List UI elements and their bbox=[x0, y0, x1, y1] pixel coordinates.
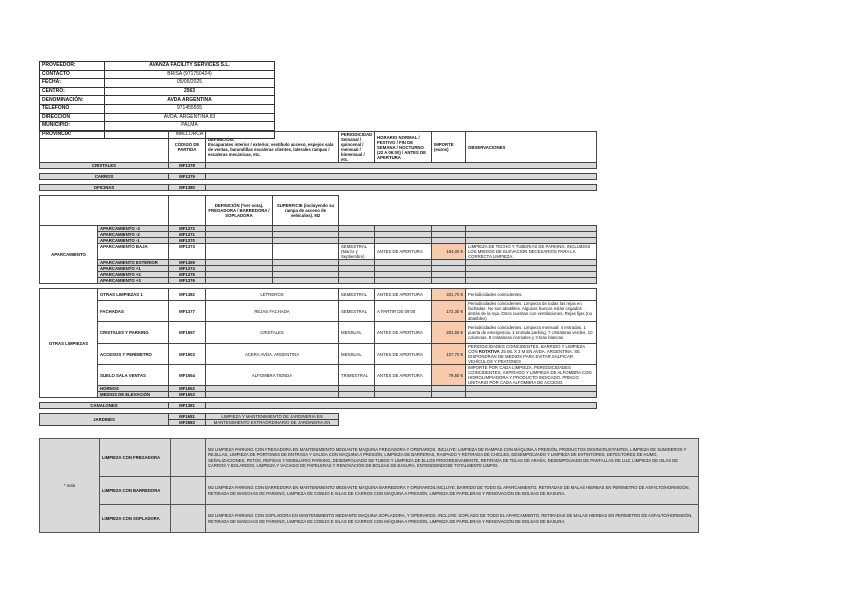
header-horario: HORARIO NORMAL / FESTIVO / FIN DE SEMANA / NOCTURNO (22 A 06:00) / ANTES DE APERTURA bbox=[375, 132, 432, 163]
aparcamiento-code: MF1370 bbox=[169, 238, 206, 244]
aparcamiento-name: APARCAMIENTO EXTERIOR bbox=[98, 260, 169, 266]
otras-name: OTRAS LIMPIEZAS 1 bbox=[98, 289, 169, 301]
otras-def: CRISTALES bbox=[206, 322, 339, 344]
otras-code: MF1652 bbox=[169, 386, 206, 392]
otras-code: MF1903 bbox=[169, 344, 206, 365]
nota-row bbox=[40, 439, 699, 477]
otras-importe: 331,70 € bbox=[432, 289, 466, 301]
otras-horario: ANTES DE APERTURA bbox=[375, 289, 432, 301]
nota-row bbox=[40, 477, 699, 505]
otras-importe: 281,50 € bbox=[432, 322, 466, 344]
nota-text: M2 LIMPIEZA PARKING CON BARREDORA EN MANTENIMIENTO MEDIANTE MAQUINA BARREDORA Y OPERARIOS.INCLUYE: BARRIDO DE TODO EL APARCAMIENTO, RETIRADAS DE MALAS HIERBAS EN PERÍMETRO DE ASFALTO/HORMIGÓN, RETIRADA DE MANCHAS DE PARKING, LIMPIEZA DE COBIJO E ISLAS DE CARROS CON MÁQUINA A PRESIÓN, LIMPIEZA DE PAPELERAS Y RENOVACIÓN DE BOLSAS DE BASURA. bbox=[206, 477, 699, 505]
nota-empty bbox=[171, 439, 206, 477]
info-row bbox=[40, 113, 275, 122]
otras-row bbox=[40, 344, 597, 365]
otras-code: MF1377 bbox=[169, 301, 206, 322]
otras-importe: 172,30 € bbox=[432, 301, 466, 322]
nota-table bbox=[39, 438, 699, 533]
otras-row bbox=[40, 301, 597, 322]
nota-text: M2 LIMPIEZA PARKING CON FREGADORA EN MANTENIMIENTO MEDIANTE MAQUINA FREGADORA Y OPERARIOS. INCLUYE: LIMPIEZA DE RAMPAS CON MÁQUINA A PRESIÓN, PRODUCTOS DESINCRUSTANTES, LIMPIEZA DE SUMIDEROS Y REJILLAS, LIMPIEZA DE PORTONES DE ENTRADA Y SALIDA CON MAQUINA A PRESIÓN, LIMPIEZA DE BARRERAS, RASPADO Y RETIRADA DE CHICLES, DESEMPOLVADO Y LIMPIEZA DE EXTINTORES, DETECTORES DE HUMO, SEÑALIZACIONES, PETOS, REPISAS Y MOBILIARIO PARKING, DESEMPOLVADO DE TUBOS Y LIMPIEZA DE ELLOS PROGRESIVAMENTE, RETIRADA DE TELAS DE ARAÑA, DESEMPOLVADO DE PANTALLAS DE LUZ, LIMPIEZA DE ISLAS DE CARROS Y BOLARDOS, LIMPIEZA Y VACIADO DE PAPELERAS Y RENOVACIÓN DE BOLSAS DE BASURA. ENTENDIENDOSE TOTALMENTE LIMPIO. bbox=[206, 439, 699, 477]
info-row bbox=[40, 62, 275, 71]
otras-code: MF1657 bbox=[169, 322, 206, 344]
jardines-code: MF2683 bbox=[169, 420, 206, 426]
aparcamiento-code: MF1371 bbox=[169, 232, 206, 238]
info-label: TELÉFONO bbox=[40, 104, 105, 113]
otras-horario: ANTES DE APERTURA bbox=[375, 344, 432, 365]
otras-observaciones: IMPORTE POR CADA LIMPIEZA. PERIODICIDADES COINCIDENTES. ASPIRADO Y LIMPIEZA DE ALFOMBRA CON HIDROLIMPIADORA Y PRODUCTO INDICADO. PRECIO UNITARIO POR CADA ALFOMBRA DE ACCESO. bbox=[466, 365, 597, 386]
nota-empty bbox=[171, 477, 206, 505]
info-label: FECHA: bbox=[40, 79, 105, 88]
otras-def: ACERA AVDA. ARGENTINA bbox=[206, 344, 339, 365]
otras-name: MEDIOS DE ELEVACIÓN bbox=[98, 392, 169, 398]
aparcamiento-subheader-row bbox=[40, 196, 597, 226]
aparcamiento-superficie bbox=[273, 244, 339, 260]
info-label: CENTRO: bbox=[40, 87, 105, 96]
section-label: CARROS bbox=[40, 174, 169, 180]
section-code: MF1379 bbox=[169, 174, 206, 180]
otras-importe: 79,50 € bbox=[432, 365, 466, 386]
obs-text: PERIODICIDADES COINCIDENTES. BARRIDO Y LIMPIEZA CON bbox=[468, 344, 585, 354]
info-row bbox=[40, 79, 275, 88]
otras-periodicidad: MENSUAL bbox=[339, 322, 375, 344]
section-code: MF1380 bbox=[169, 185, 206, 191]
otras-periodicidad: MENSUAL bbox=[339, 344, 375, 365]
aparcamiento-code: MF1374 bbox=[169, 266, 206, 272]
obs-bold-text: ROTATIVA bbox=[478, 349, 500, 354]
aparcamiento-name: APARCAMIENTO +1 bbox=[98, 266, 169, 272]
info-value: BRISA (971750424) bbox=[105, 70, 275, 79]
otras-row bbox=[40, 322, 597, 344]
obs-text: 25 ML X 3 M EN AVDA. ARGENTINA. SE DISPONDRÁN DE MEDIOS PARA EVITAR SALPICAR VEHÍCULOS Y PEATONES bbox=[468, 349, 581, 364]
otras-observaciones: Periodicidades coincidentes. Limpieza mensual: 4 entradas, 1 puerta de emergencia, 1 entrada parking, 7 cristaleras verdes, 10 columnas, 8 cristaleras normales y 3 tiras blancas bbox=[466, 322, 597, 344]
aparcamiento-horario: ANTES DE APERTURA bbox=[375, 244, 432, 260]
info-value: AVDA. ARGENTINA 83 bbox=[105, 113, 275, 122]
section-label: OFICINAS bbox=[40, 185, 169, 191]
nota-method: LIMPIEZA CON BARREDORA bbox=[100, 477, 171, 505]
info-value: AVANZA FACILITY SERVICES S.L. bbox=[105, 62, 275, 71]
aparcamiento-name: APARCAMIENTO BAJA bbox=[98, 244, 169, 260]
info-row bbox=[40, 104, 275, 113]
aparcamiento-importe: 184,00 € bbox=[432, 244, 466, 260]
otras-group-label: OTRAS LIMPIEZAS bbox=[40, 289, 98, 398]
services-table bbox=[39, 131, 597, 426]
info-value: 05/05/2025 bbox=[105, 79, 275, 88]
otras-periodicidad: SEMESTRAL bbox=[339, 301, 375, 322]
info-label: PROVINCIA: bbox=[40, 130, 105, 139]
otras-code: MF1382 bbox=[169, 289, 206, 301]
nota-method: LIMPIEZA CON SOPLADORA bbox=[100, 505, 171, 533]
otras-name: FACHADAS bbox=[98, 301, 169, 322]
aparcamiento-name: APARCAMIENTO -3 bbox=[98, 226, 169, 232]
header-periodicidad: PERIODICIDAD Semanal / quincenal / mensual / bimensual / etc. bbox=[339, 132, 375, 163]
info-value: 971455505 bbox=[105, 104, 275, 113]
aparcamiento-code: MF1373 bbox=[169, 244, 206, 260]
info-row bbox=[40, 96, 275, 105]
aparcamiento-name: APARCAMIENTO -1 bbox=[98, 238, 169, 244]
info-value: AVDA ARGENTINA bbox=[105, 96, 275, 105]
otras-def: LETREROS bbox=[206, 289, 339, 301]
nota-empty bbox=[171, 505, 206, 533]
nota-method: LIMPIEZA CON FREGADORA bbox=[100, 439, 171, 477]
aparcamiento-def bbox=[206, 244, 273, 260]
header-blank bbox=[40, 132, 169, 163]
otras-observaciones bbox=[466, 344, 597, 365]
jardines-def: LIMPIEZA Y MANTENIMIENTO DE JARDINERIA EN bbox=[206, 414, 339, 420]
otras-name: HORNOS bbox=[98, 386, 169, 392]
canalones-code: MF1381 bbox=[169, 403, 206, 409]
aparcamiento-name: APARCAMIENTO +2 bbox=[98, 272, 169, 278]
info-label: DENOMINACIÓN: bbox=[40, 96, 105, 105]
header-codigo: CÓDIGO DE PARTIDA bbox=[169, 132, 206, 163]
canalones-label: CANALONES bbox=[40, 403, 169, 409]
info-row bbox=[40, 122, 275, 131]
otras-periodicidad: SEMESTRAL bbox=[339, 289, 375, 301]
otras-def: REJAS FACHADA bbox=[206, 301, 339, 322]
otras-horario: ANTES DE APERTURA bbox=[375, 322, 432, 344]
otras-horario: ANTES DE APERTURA bbox=[375, 365, 432, 386]
otras-observaciones: Periodicidades coincidentes. Limpieza de todas las rejas en fachadas. No son abatibles. Algunos huecos están cegados detrás de la reja. Otros cuentan con ventilaciones. Rejas fijas (no abatibles) bbox=[466, 301, 597, 322]
otras-code: MF1653 bbox=[169, 392, 206, 398]
nota-row bbox=[40, 505, 699, 533]
aparcamiento-code: MF1376 bbox=[169, 278, 206, 284]
nota-label: * nota bbox=[40, 439, 100, 533]
aparcamiento-code: MF1372 bbox=[169, 226, 206, 232]
header-observaciones: OBSERVACIONES bbox=[466, 132, 597, 163]
aparcamiento-code: MF1369 bbox=[169, 260, 206, 266]
otras-name: ACCESOS Y PERÍMETRO bbox=[98, 344, 169, 365]
aparcamiento-observaciones: LIMPIEZA DE TECHO Y TUBERIAS DE PARKING. INCLUIDOS LOS MEDIOS DE ELEVACION NECESARIOS PARA LA CORRECTA LIMPIEZA. bbox=[466, 244, 597, 260]
aparcamiento-periodicidad: SEMESTRAL (Marzo y Septiembre) bbox=[339, 244, 375, 260]
otras-row bbox=[40, 289, 597, 301]
info-value: PALMA bbox=[105, 122, 275, 131]
otras-name: CRISTALES Y PARKING bbox=[98, 322, 169, 344]
subheader-superficie: SUPERFICIE (incluyendo su rampa de acceso de vehículos). M2 bbox=[273, 196, 339, 226]
supplier-info-table bbox=[39, 61, 275, 139]
otras-importe: 107,70 € bbox=[432, 344, 466, 365]
jardines-code: MF1681 bbox=[169, 414, 206, 420]
column-header-row bbox=[40, 132, 597, 163]
aparcamiento-row bbox=[40, 244, 597, 260]
otras-def: ALFOMBRA TIENDA bbox=[206, 365, 339, 386]
info-label: PROVEEDOR: bbox=[40, 62, 105, 71]
otras-horario: A PARTIR DE 09:00 bbox=[375, 301, 432, 322]
info-row bbox=[40, 87, 275, 96]
info-value: 2563 bbox=[105, 87, 275, 96]
info-row bbox=[40, 70, 275, 79]
info-value: MALLORCA bbox=[105, 130, 275, 139]
jardines-label: JARDINES bbox=[40, 414, 169, 426]
header-definicion: DEFINICIÓN. Escaparates interior / exterior, vestíbulo acceso, espejos sala de ventas, barandillas escaleras clientes, laterales rampas / escaleras mecánicas, etc. bbox=[206, 132, 339, 163]
section-code: MF1378 bbox=[169, 163, 206, 169]
otras-row bbox=[40, 365, 597, 386]
jardines-def: MANTENIMIENTO EXTRAORDINARIO DE JARDINERIA EN bbox=[206, 420, 339, 426]
aparcamiento-name: APARCAMIENTO +3 bbox=[98, 278, 169, 284]
aparcamiento-code: MF1375 bbox=[169, 272, 206, 278]
subheader-definicion: DEFINICIÓN (*ver nota). FREGADORA / BARREDORA / SOPLADORA bbox=[206, 196, 273, 226]
header-importe: IMPORTE (euros) bbox=[432, 132, 466, 163]
aparcamiento-group-label: APARCAMIENTO bbox=[40, 226, 98, 284]
otras-periodicidad: TRIMESTRAL bbox=[339, 365, 375, 386]
info-label: MUNICIPIO: bbox=[40, 122, 105, 131]
section-label: CRISTALES bbox=[40, 163, 169, 169]
nota-text: M2 LIMPIEZA PARKING CON SOPLADORA EN MANTENIMIENTO MEDIANTE MAQUINA SOPLADORA, Y OPERARIOS. INCLUYE: SOPLADO DE TODO EL APARCAMIENTO, RETIRADAS DE MALAS HIERBAS EN PERÍMETRO DE ASFALTO/HORMIGÓN, RETIRADA DE MANCHAS DE PARKING, LIMPIEZA DE COBIJO E ISLAS DE CARROS CON MÁQUINA A PRESIÓN, LIMPIEZA DE PAPELERAS Y RENOVACIÓN DE BOLSAS DE BASURA. bbox=[206, 505, 699, 533]
otras-name: SUELO SALA VENTAS bbox=[98, 365, 169, 386]
info-label: CONTACTO bbox=[40, 70, 105, 79]
otras-observaciones: Periodicidades coincidentes. bbox=[466, 289, 597, 301]
aparcamiento-name: APARCAMIENTO -2 bbox=[98, 232, 169, 238]
info-label: DIRECCIÓN bbox=[40, 113, 105, 122]
otras-code: MF1654 bbox=[169, 365, 206, 386]
